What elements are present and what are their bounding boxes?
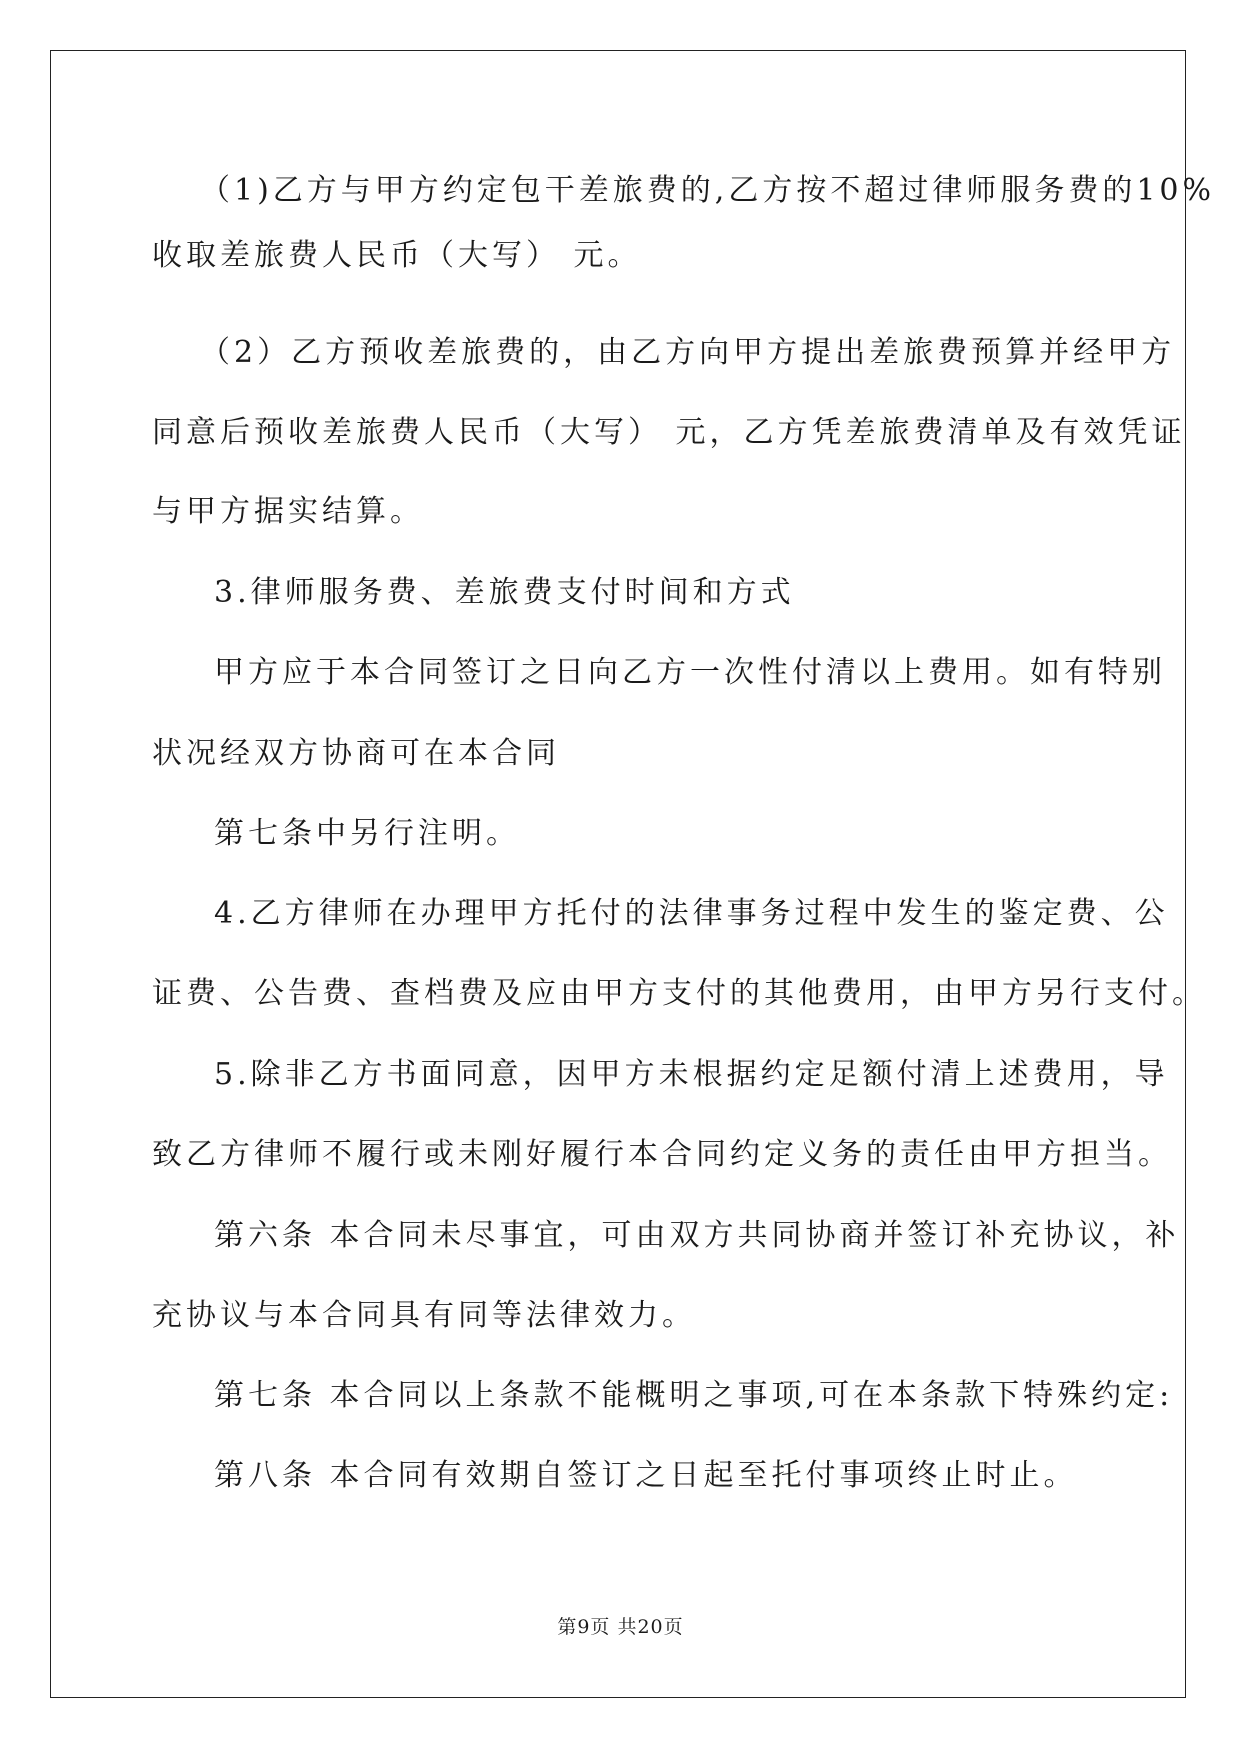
- paragraph-line: 第七条中另行注明。: [214, 816, 520, 851]
- paragraph-line: 5.除非乙方书面同意，因甲方未根据约定足额付清上述费用，导: [214, 1057, 1169, 1092]
- page-number-footer: 第9页 共20页: [557, 1616, 684, 1638]
- paragraph-line: 证费、公告费、查档费及应由甲方支付的其他费用，由甲方另行支付。: [152, 976, 1206, 1011]
- paragraph-line: （1)乙方与甲方约定包干差旅费的,乙方按不超过律师服务费的10%: [200, 173, 1216, 208]
- paragraph-line: 第八条 本合同有效期自签订之日起至托付事项终止时止。: [214, 1458, 1078, 1493]
- paragraph-line: 4.乙方律师在办理甲方托付的法律事务过程中发生的鉴定费、公: [214, 896, 1169, 931]
- paragraph-line: 致乙方律师不履行或未刚好履行本合同约定义务的责任由甲方担当。: [152, 1137, 1172, 1172]
- paragraph-line: 收取差旅费人民币（大写） 元。: [152, 238, 642, 273]
- paragraph-line: 第七条 本合同以上条款不能概明之事项,可在本条款下特殊约定:: [214, 1378, 1174, 1413]
- paragraph-line: 第六条 本合同未尽事宜，可由双方共同协商并签订补充协议，补: [214, 1218, 1180, 1253]
- paragraph-line: 状况经双方协商可在本合同: [152, 736, 560, 771]
- paragraph-line: （2）乙方预收差旅费的，由乙方向甲方提出差旅费预算并经甲方: [200, 335, 1176, 370]
- paragraph-line: 3.律师服务费、差旅费支付时间和方式: [214, 575, 795, 610]
- paragraph-line: 同意后预收差旅费人民币（大写） 元，乙方凭差旅费清单及有效凭证: [152, 415, 1186, 450]
- paragraph-line: 甲方应于本合同签订之日向乙方一次性付清以上费用。如有特别: [214, 655, 1166, 690]
- paragraph-line: 充协议与本合同具有同等法律效力。: [152, 1298, 696, 1333]
- paragraph-line: 与甲方据实结算。: [152, 494, 424, 529]
- page-frame: [50, 50, 1186, 1698]
